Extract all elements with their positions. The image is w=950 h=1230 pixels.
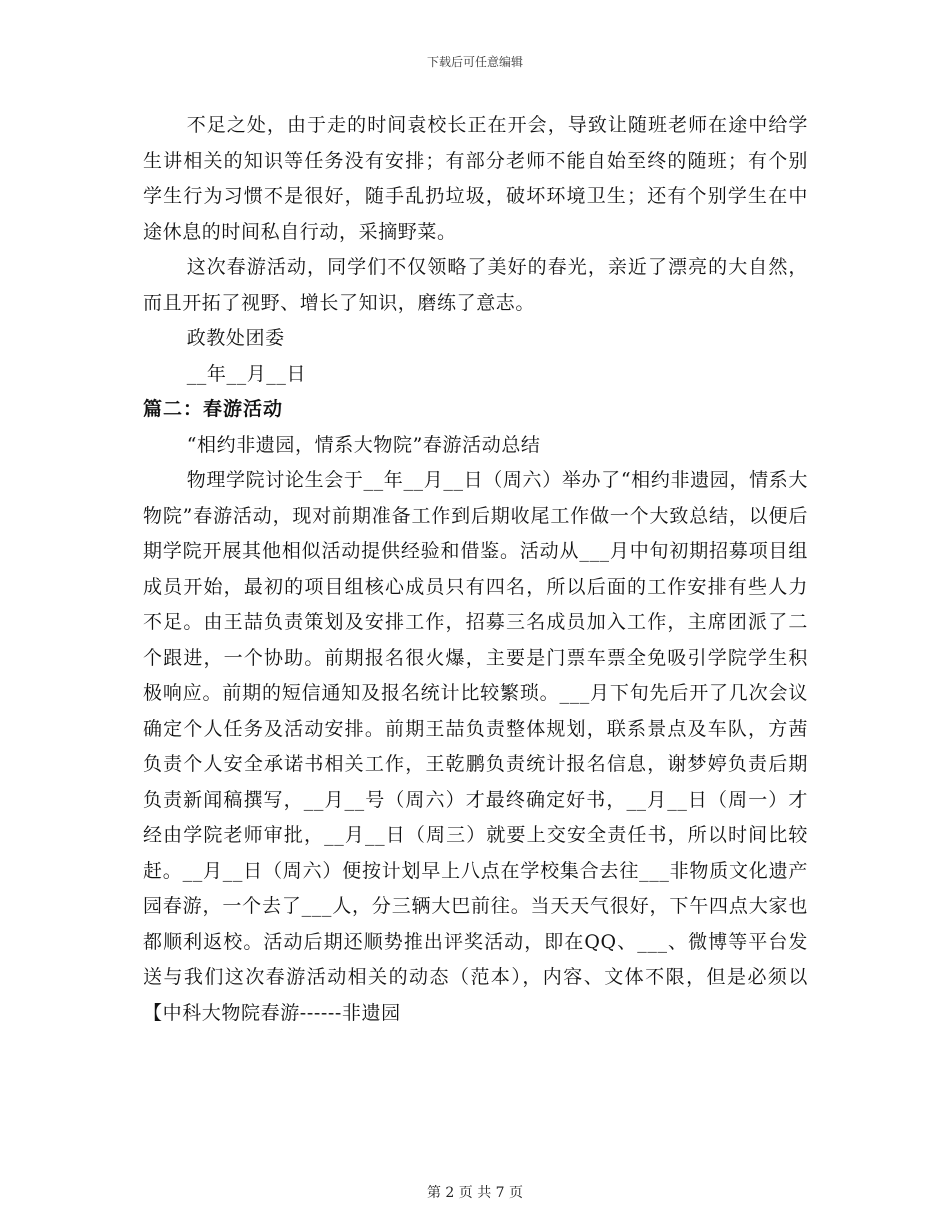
paragraph-shortcomings: 不足之处，由于走的时间袁校长正在开会，导致让随班老师在途中给学生讲相关的知识等任务没有安排；有部分老师不能自始至终的随班；有个别学生行为习惯不是很好，随手乱扔垃圾，破坏环境卫生；还有个别学生在中途休息的时间私自行动，采摘野菜。 bbox=[143, 114, 808, 243]
section-title: 篇二：春游活动 bbox=[143, 398, 284, 420]
paragraph-summary: 物理学院讨论生会于__年__月__日（周六）举办了“相约非遗园，情系大物院”春游活动，现对前期准备工作到后期收尾工作做一个大致总结，以便后期学院开展其他相似活动提供经验和借鉴。活动从___月中旬初期招募项目组成员开始，最初的项目组核心成员只有四名，所以后面的工作安排有些人力不足。由王喆负责策划及安排工作，招募三名成员加入工作，主席团派了二个跟进，一个协助。前期报名很火爆，主要是门票车票全免吸引学院学生积极响应。前期的短信通知及报名统计比较繁琐。___月下旬先后开了几次会议确定个人任务及活动安排。前期王喆负责整体规划，联系景点及车队，方茜负责个人安全承诺书相关工作，王乾鹏负责统计报名信息，谢梦婷负责后期负责新闻稿撰写，__月__号（周六）才最终确定好书，__月__日（周一）才经由学院老师审批，__月__日（周三）就要上交安全责任书，所以时间比较赶。__月__日（周六）便按计划早上八点在学校集合去往___非物质文化遗产园春游，一个去了___人，分三辆大巴前往。当天天气很好，下午四点大家也都顺利返校。活动后期还顺势推出评奖活动，即在QQ、___、微博等平台发送与我们这次春游活动相关的动态（范本），内容、文体不限，但是必须以【中科大物院春游------非遗园 bbox=[143, 469, 808, 1024]
signature: 政教处团委 bbox=[186, 327, 285, 349]
signature-date: __年__月__日 bbox=[186, 362, 307, 385]
page-header: 下载后可任意编辑 bbox=[426, 55, 523, 69]
section-subtitle: “相约非遗园，情系大物院”春游活动总结 bbox=[186, 433, 541, 456]
document-body bbox=[143, 108, 808, 1031]
paragraph-conclusion: 这次春游活动，同学们不仅领略了美好的春光，亲近了漂亮的大自然，而且开拓了视野、增长了知识，磨练了意志。 bbox=[143, 256, 808, 314]
page-footer: 第 2 页 共 7 页 bbox=[426, 1185, 524, 1201]
